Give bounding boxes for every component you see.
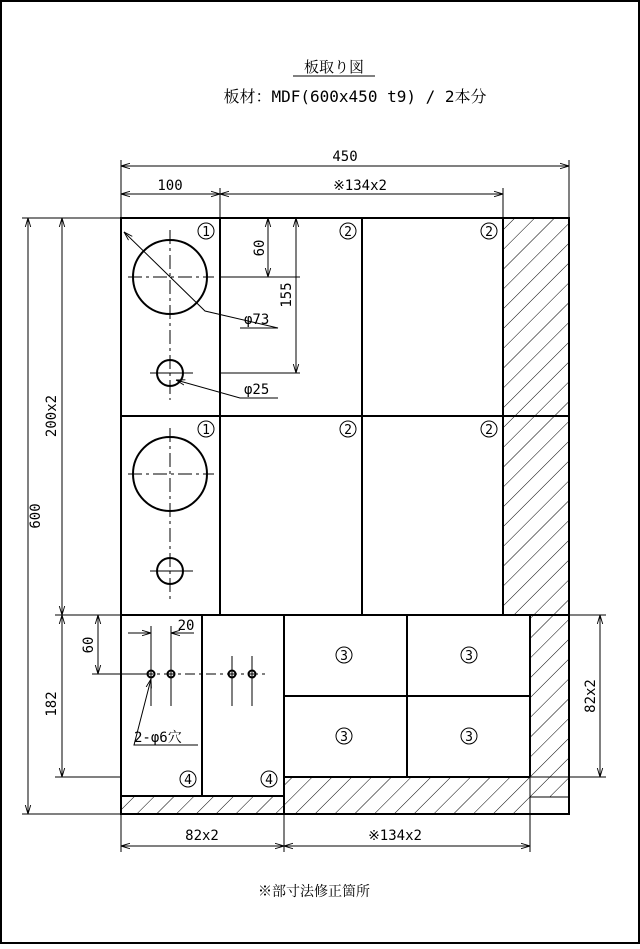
svg-text:2: 2 <box>344 423 352 438</box>
svg-text:3: 3 <box>465 649 473 664</box>
part-marker-4b <box>261 771 277 788</box>
label-20: 20 <box>177 618 195 634</box>
svg-text:3: 3 <box>465 730 473 745</box>
waste-right-lower <box>530 615 569 797</box>
part-marker-2a <box>340 223 356 240</box>
label-60-top: 60 <box>252 239 268 257</box>
label-450: 450 <box>332 149 358 165</box>
label-82x2-right: 82x2 <box>583 679 599 713</box>
part-outlines <box>121 218 569 814</box>
label-60-lower: 60 <box>81 636 97 654</box>
part-marker-3c <box>336 728 352 745</box>
svg-text:1: 1 <box>202 225 210 240</box>
material-spec: 板材：MDF(600x450 t9) / 2本分 <box>223 87 487 106</box>
svg-text:1: 1 <box>202 423 210 438</box>
label-134x2-bottom: ※134x2 <box>368 828 422 844</box>
svg-text:3: 3 <box>340 730 348 745</box>
holes <box>128 230 270 706</box>
part-marker-3d <box>461 728 477 745</box>
part-marker-2c <box>340 421 356 438</box>
waste-bottom-right <box>284 777 530 814</box>
label-134x2-top: ※134x2 <box>333 178 387 194</box>
svg-text:2: 2 <box>485 423 493 438</box>
part-marker-2b <box>481 223 497 240</box>
board-outline <box>121 218 569 814</box>
label-200x2: 200x2 <box>44 394 60 438</box>
part-marker-3a <box>336 647 352 664</box>
svg-text:3: 3 <box>340 649 348 664</box>
drawing-title: 板取り図 <box>303 58 365 76</box>
part-marker-3b <box>461 647 477 664</box>
part-marker-2d <box>481 421 497 438</box>
label-phi25: φ25 <box>244 382 270 398</box>
label-155: 155 <box>279 282 295 308</box>
waste-areas <box>121 218 569 814</box>
footnote: ※部寸法修正箇所 <box>258 884 370 900</box>
part-marker-1a <box>198 223 214 240</box>
svg-text:2: 2 <box>344 225 352 240</box>
waste-bottom-left <box>121 796 284 814</box>
label-600: 600 <box>28 503 44 529</box>
part-marker-4a <box>180 771 196 788</box>
label-100: 100 <box>157 178 183 194</box>
svg-text:4: 4 <box>265 773 273 788</box>
label-182: 182 <box>44 691 60 717</box>
part-markers <box>177 223 497 788</box>
label-2-phi6: 2-φ6穴 <box>134 730 182 746</box>
label-phi73: φ73 <box>244 312 270 328</box>
label-82x2-bottom: 82x2 <box>185 828 219 844</box>
svg-text:2: 2 <box>485 225 493 240</box>
part-marker-1b <box>198 421 214 438</box>
svg-text:4: 4 <box>184 773 192 788</box>
